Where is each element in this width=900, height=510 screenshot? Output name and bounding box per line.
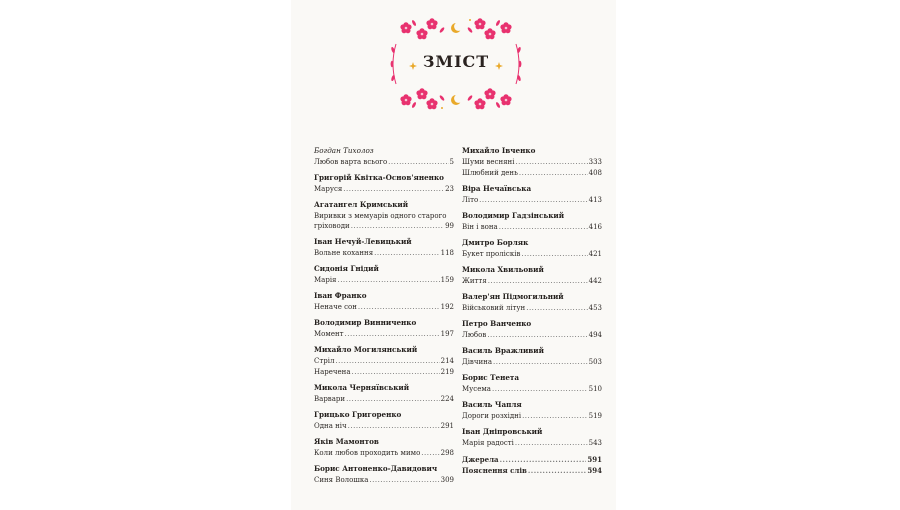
toc-entry[interactable]: Дороги розхідні ..... 519 xyxy=(462,411,602,421)
toc-author: Борис Антоненко-Давидович xyxy=(314,464,438,473)
page-title: ЗМІСТ xyxy=(422,52,490,71)
toc-author: Михайло Могилянський xyxy=(314,345,418,354)
toc-author: Володимир Винниченко xyxy=(314,318,417,327)
toc-author: Володимир Гадзінський xyxy=(462,211,565,220)
toc-entry[interactable]: Він і вона ..... 416 xyxy=(462,222,602,232)
toc-author: Микола Хвильовий xyxy=(462,265,544,274)
toc-entry[interactable]: Стріл ..... 214 xyxy=(314,356,454,366)
toc-author: Сидонія Гнідий xyxy=(314,264,379,273)
toc-author: Михайло Івченко xyxy=(462,146,536,155)
toc-author: Агатангел Кримський xyxy=(314,200,409,209)
toc-author: Микола Черняївський xyxy=(314,383,410,392)
toc-entry[interactable]: Неначе сон ..... 192 xyxy=(314,302,454,312)
toc-entry[interactable]: Момент ..... 197 xyxy=(314,329,454,339)
toc-entry[interactable]: Літо ..... 413 xyxy=(462,195,602,205)
toc-entry[interactable]: Любов варта всього ..... 5 xyxy=(314,157,454,167)
toc-entry[interactable]: Марія радості ..... 543 xyxy=(462,438,602,448)
toc-author: Василь Вражливий xyxy=(462,346,544,355)
toc-entry[interactable]: Виривки з мемуарів одного старого гріховоди ..... 99 xyxy=(314,211,454,231)
toc-left-column xyxy=(314,146,454,485)
toc-entry[interactable]: Шуми весняні ..... 333 xyxy=(462,157,602,167)
toc-entry[interactable]: Варвари ..... 224 xyxy=(314,394,454,404)
toc-author: Борис Тенета xyxy=(462,373,520,382)
toc-author: Богдан Тихолоз xyxy=(314,146,374,155)
toc-entry[interactable]: Одна ніч ..... 291 xyxy=(314,421,454,431)
toc-entry[interactable]: Військовий літун ..... 453 xyxy=(462,303,602,313)
toc-entry[interactable]: Шлюбний день ..... 408 xyxy=(462,168,602,178)
toc-author: Іван Франко xyxy=(314,291,367,300)
toc-author: Віра Нечаївська xyxy=(462,184,532,193)
toc-entry[interactable]: Синя Волошка ..... 309 xyxy=(314,475,454,485)
toc-entry[interactable]: Життя ..... 442 xyxy=(462,276,602,286)
toc-author: Дмитро Борляк xyxy=(462,238,529,247)
toc-entry[interactable]: Коли любов проходить мимо ..... 298 xyxy=(314,448,454,458)
toc-author: Петро Ванченко xyxy=(462,319,532,328)
toc-entry[interactable]: Мусема ..... 510 xyxy=(462,384,602,394)
toc-entry-sources[interactable]: Джерела ..... 591 xyxy=(462,455,602,465)
toc-entry[interactable]: Наречена ..... 219 xyxy=(314,367,454,377)
toc-author: Василь Чапля xyxy=(462,400,522,409)
toc-entry[interactable]: Вольне кохання ..... 118 xyxy=(314,248,454,258)
toc-author: Іван Дніпровський xyxy=(462,427,543,436)
toc-entry[interactable]: Марія ..... 159 xyxy=(314,275,454,285)
toc-entry[interactable]: Дівчина ..... 503 xyxy=(462,357,602,367)
toc-author: Іван Нечуй-Левицький xyxy=(314,237,412,246)
toc-author: Григорій Квітка-Основ'яненко xyxy=(314,173,444,182)
toc-author: Валер'ян Підмогильний xyxy=(462,292,564,301)
toc-entry[interactable]: Букет пролісків ..... 421 xyxy=(462,249,602,259)
toc-entry[interactable]: Любов ..... 494 xyxy=(462,330,602,340)
toc-right-column xyxy=(462,146,602,476)
toc-author: Яків Мамонтов xyxy=(314,437,379,446)
toc-entry[interactable]: Маруся ..... 23 xyxy=(314,184,454,194)
toc-entry-glossary[interactable]: Пояснення слів ..... 594 xyxy=(462,466,602,476)
toc-author: Грицько Григоренко xyxy=(314,410,402,419)
